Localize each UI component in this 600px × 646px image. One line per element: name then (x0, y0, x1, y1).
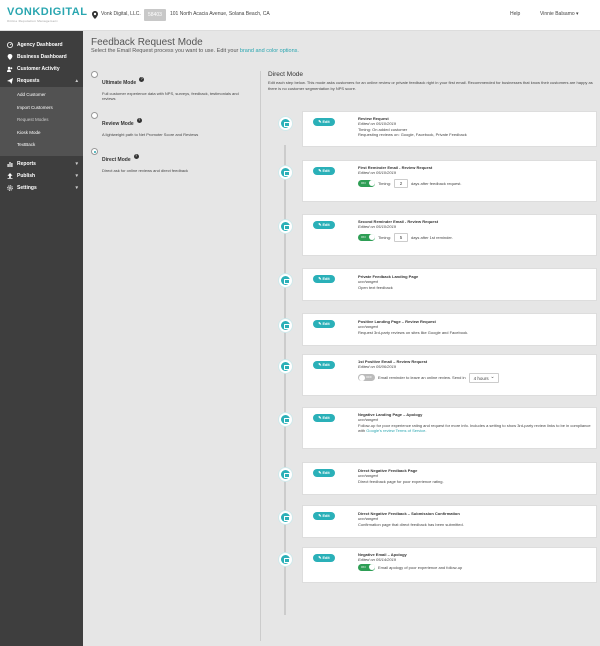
radio-direct[interactable] (91, 148, 98, 155)
step-card (302, 160, 597, 202)
timing-days-input[interactable]: 2 (394, 179, 408, 188)
step-card-body (358, 219, 592, 242)
step-edited: Edited on 05/06/2019 (358, 364, 397, 369)
step-title: Private Feedback Landing Page (358, 274, 419, 279)
step-card-body (358, 552, 592, 571)
dashboard-icon (7, 42, 13, 48)
timing-days-input[interactable]: 5 (394, 233, 408, 242)
sidebar-subitem-request-modes[interactable]: Request Modes (17, 117, 49, 122)
radio-review[interactable] (91, 112, 98, 119)
location-id-badge: 58403 (144, 9, 166, 21)
step-title: First Reminder Email - Review Request (358, 165, 433, 170)
send-label: Email reminder to leave an online review. Send in (378, 375, 466, 380)
timing-suffix: days after 1st reminder. (410, 234, 453, 240)
step-card-body (358, 319, 592, 335)
step-edited: Edited on 05/10/2019 (358, 224, 397, 229)
step-title: Negative Landing Page – Apology (358, 412, 423, 417)
step-title: Direct Negative Feedback Page (358, 468, 418, 473)
step-detail: Timing: On added customer (358, 126, 408, 132)
brand-options-link[interactable]: brand and color options. (239, 48, 299, 54)
step-title: Positive Landing Page – Review Request (358, 319, 436, 324)
send-icon (7, 78, 13, 84)
send-row (358, 373, 592, 383)
gear-icon (7, 185, 13, 191)
divider (260, 71, 261, 641)
page-icon (279, 274, 292, 287)
step-edited: unchanged (358, 516, 378, 521)
mode-title: Review Mode (102, 121, 134, 127)
step-card-body (358, 165, 592, 188)
timing-label: Timing: (378, 234, 391, 240)
edit-button[interactable]: ✎ Edit (313, 275, 335, 283)
sidebar-item-label: Customer Activity (17, 66, 60, 72)
toggle-switch[interactable]: ON (358, 180, 375, 187)
location-name[interactable]: Vonk Digital, LLC. (101, 11, 141, 17)
page-icon (279, 319, 292, 332)
edit-button[interactable]: ✎ Edit (313, 512, 335, 520)
email-icon (279, 360, 292, 373)
step-card (302, 268, 597, 301)
step-detail: Open text feedback (358, 284, 393, 290)
help-link[interactable]: Help (510, 11, 521, 17)
edit-button[interactable]: ✎ Edit (313, 118, 335, 126)
step-card-body (358, 274, 592, 290)
mode-option-ultimate[interactable] (91, 71, 251, 101)
step-edited: Edited on 05/14/2019 (358, 557, 397, 562)
mode-selector (91, 71, 251, 184)
step-edited: Edited on 05/10/2019 (358, 170, 397, 175)
step-edited: unchanged (358, 473, 378, 478)
chevron-down-icon: ▾ (75, 172, 78, 179)
send-delay-select[interactable]: 4 hours ⌄ (469, 373, 499, 383)
sidebar-item-label: Requests (17, 78, 40, 84)
page-icon (279, 413, 292, 426)
page-icon (279, 511, 292, 524)
page-subtitle-text: Select the Email Request process you want to use. Edit your (91, 48, 239, 54)
step-card-body (358, 359, 592, 383)
sidebar-item-agency-dashboard[interactable] (0, 39, 83, 51)
location-pin-icon (92, 11, 98, 19)
sidebar-item-business-dashboard[interactable] (0, 51, 83, 63)
page-icon (279, 468, 292, 481)
direct-mode-description: Edit each step below. This mode asks customers for an online review or private feedback right in your first email. Recommended for businesses that know their customers are happy as there is no customer segmentation by NPS score. (268, 80, 593, 91)
step-edited: unchanged (358, 279, 378, 284)
step-card (302, 407, 597, 449)
logo-tagline: Online Reputation Management (7, 19, 58, 23)
edit-button[interactable]: ✎ Edit (313, 414, 335, 422)
sidebar-item-reports[interactable] (0, 158, 83, 170)
toggle-switch[interactable]: ON (358, 234, 375, 241)
edit-button[interactable]: ✎ Edit (313, 554, 335, 562)
sidebar-item-settings[interactable] (0, 182, 83, 194)
step-detail-end: . (425, 428, 427, 433)
edit-button[interactable]: ✎ Edit (313, 167, 335, 175)
edit-button[interactable]: ✎ Edit (313, 361, 335, 369)
logo[interactable] (7, 7, 87, 23)
top-bar (0, 0, 600, 31)
step-card-body (358, 116, 592, 138)
sidebar-item-label: Settings (17, 184, 37, 191)
step-card (302, 547, 597, 583)
edit-button[interactable]: ✎ Edit (313, 320, 335, 328)
timeline-line (284, 145, 286, 615)
location-address: 101 North Acacia Avenue, Solana Beach, CA (170, 11, 270, 17)
timing-row (358, 179, 592, 188)
toggle-switch[interactable]: OFF (358, 374, 375, 381)
sidebar-item-label: Publish (17, 172, 36, 179)
email-icon (279, 553, 292, 566)
step-card (302, 313, 597, 346)
info-icon[interactable]: ? (140, 77, 143, 82)
timing-row (358, 233, 592, 242)
main-content (83, 31, 600, 646)
info-icon[interactable]: ? (135, 154, 138, 159)
mode-option-review[interactable] (91, 112, 251, 137)
users-icon (7, 66, 13, 72)
email-icon (279, 220, 292, 233)
step-detail: Direct feedback page for poor experience rating. (358, 478, 444, 484)
step-edited: unchanged (358, 417, 378, 422)
email-icon (279, 166, 292, 179)
upload-icon (7, 173, 13, 179)
step-title: 1st Positive Email – Review Request (358, 359, 428, 364)
step-detail-text: Follow-up for poor experience rating and request for more info. Includes a setting to show 3rd-party review links to be in compliance with (358, 422, 591, 433)
toggle-text: Email apology of poor experience and follow-up (378, 564, 463, 570)
info-icon[interactable]: ? (138, 118, 141, 123)
step-detail: Request 3rd-party reviews on sites like Google and Facebook. (358, 329, 469, 335)
sidebar-subitem-import-customers[interactable]: Import Customers (17, 104, 53, 110)
chevron-down-icon: ▾ (75, 160, 78, 167)
sidebar-subitem-kiosk-mode[interactable]: Kiosk Mode (17, 129, 41, 135)
user-menu[interactable]: Vinnie Balsamo ▾ (540, 11, 579, 17)
sidebar-item-label: Business Dashboard (17, 54, 67, 60)
mode-description: Full customer experience data with NPS, surveys, feedback, testimonials and reviews (102, 91, 239, 101)
sidebar-item-label: Agency Dashboard (17, 42, 63, 48)
step-card (302, 505, 597, 538)
step-card-body (358, 511, 592, 527)
mode-title: Ultimate Mode (102, 80, 137, 86)
chevron-up-icon: ▴ (75, 78, 78, 84)
direct-mode-panel (268, 71, 595, 92)
page-subtitle (91, 48, 299, 54)
bar-chart-icon (7, 161, 13, 167)
chevron-down-icon: ▾ (75, 184, 78, 191)
direct-mode-title: Direct Mode (268, 71, 304, 78)
radio-ultimate[interactable] (91, 71, 98, 78)
toggle-switch[interactable]: ON (358, 564, 375, 571)
edit-button[interactable]: ✎ Edit (313, 469, 335, 477)
email-icon (279, 117, 292, 130)
sidebar-item-label: Reports (17, 160, 36, 167)
step-detail (358, 423, 592, 434)
step-detail: Requesting reviews on: Google, Facebook, Private Feedback (358, 132, 467, 137)
toggle-row (358, 564, 592, 571)
sidebar-subitem-textback[interactable]: TextBack (17, 142, 36, 147)
mode-title: Direct Mode (102, 157, 131, 163)
step-card-body (358, 412, 592, 434)
step-title: Review Request (358, 116, 389, 121)
sidebar (0, 31, 83, 646)
terms-of-service-link[interactable]: Google's review Terms of Service (366, 428, 426, 433)
edit-button[interactable]: ✎ Edit (313, 221, 335, 229)
timing-label: Timing: (378, 180, 391, 186)
step-edited: unchanged (358, 324, 378, 329)
location-pin-icon (7, 54, 13, 60)
sidebar-item-requests[interactable] (0, 75, 83, 87)
sidebar-subitem-add-customer[interactable]: Add Customer (17, 92, 46, 97)
sidebar-item-customer-activity[interactable] (0, 63, 83, 75)
step-title: Second Reminder Email - Review Request (358, 219, 439, 224)
step-edited: Edited on 05/10/2019 (358, 121, 397, 126)
sidebar-submenu-requests (0, 87, 83, 156)
mode-description: A lightweight path to Net Promoter Score and Reviews (102, 132, 199, 137)
step-title: Direct Negative Feedback – Submission Confirmation (358, 511, 460, 516)
step-card-body (358, 468, 592, 484)
timing-suffix: days after feedback request. (410, 180, 462, 186)
step-card (302, 462, 597, 495)
step-card (302, 214, 597, 256)
step-detail: Confirmation page that direct feedback has been submitted. (358, 521, 464, 527)
mode-description: Direct ask for online reviews and direct feedback (102, 168, 189, 173)
step-card (302, 354, 597, 396)
page-title: Feedback Request Mode (91, 37, 203, 48)
logo-text: VONKDIGITAL (7, 6, 88, 18)
step-title: Negative Email – Apology (358, 552, 407, 557)
sidebar-item-publish[interactable] (0, 170, 83, 182)
step-card (302, 111, 597, 147)
mode-option-direct[interactable] (91, 148, 251, 173)
